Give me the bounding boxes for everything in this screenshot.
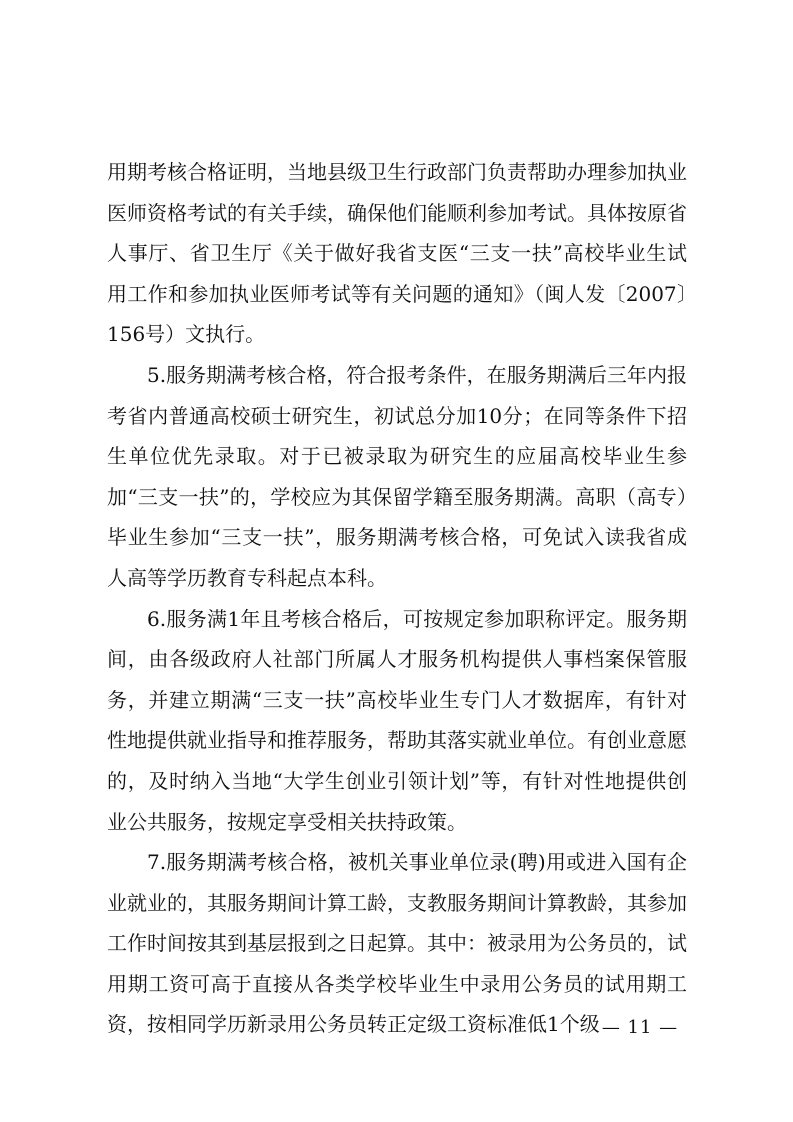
paragraph-item-7: 7.服务期满考核合格，被机关事业单位录(聘)用或进入国有企业就业的，其服务期间计算工龄，支教服务期间计算教龄，其参加工作时间按其到基层报到之日起算。其中：被录用为公务员的，试用期工资可高于直接从各类学校毕业生中录用公务员的试用期工资，按相同学历新录用公务员转正定级工资标准低1个级 — [107, 850, 687, 1037]
paragraph-item-5: 5.服务期满考核合格，符合报考条件，在服务期满后三年内报考省内普通高校硕士研究生，初试总分加10分；在同等条件下招生单位优先录取。对于已被录取为研究生的应届高校毕业生参加“三支一扶”的，学校应为其保留学籍至服务期满。高职（高专）毕业生参加“三支一扶”，服务期满考核合格，可免试入读我省成人高等学历教育专科起点本科。 — [107, 362, 687, 590]
page-number: — 11 — — [601, 1017, 679, 1038]
document-body — [107, 152, 687, 1045]
paragraph-item-6: 6.服务满1年且考核合格后，可按规定参加职称评定。服务期间，由各级政府人社部门所属人才服务机构提供人事档案保管服务，并建立期满“三支一扶”高校毕业生专门人才数据库，有针对性地提供就业指导和推荐服务，帮助其落实就业单位。有创业意愿的，及时纳入当地“大学生创业引领计划”等，有针对性地提供创业公共服务，按规定享受相关扶持政策。 — [107, 606, 687, 834]
paragraph-continuation: 用期考核合格证明，当地县级卫生行政部门负责帮助办理参加执业医师资格考试的有关手续，确保他们能顺利参加考试。具体按原省人事厅、省卫生厅《关于做好我省支医“三支一扶”高校毕业生试用工作和参加执业医师考试等有关问题的通知》（闽人发〔2007〕156号）文执行。 — [107, 160, 687, 347]
